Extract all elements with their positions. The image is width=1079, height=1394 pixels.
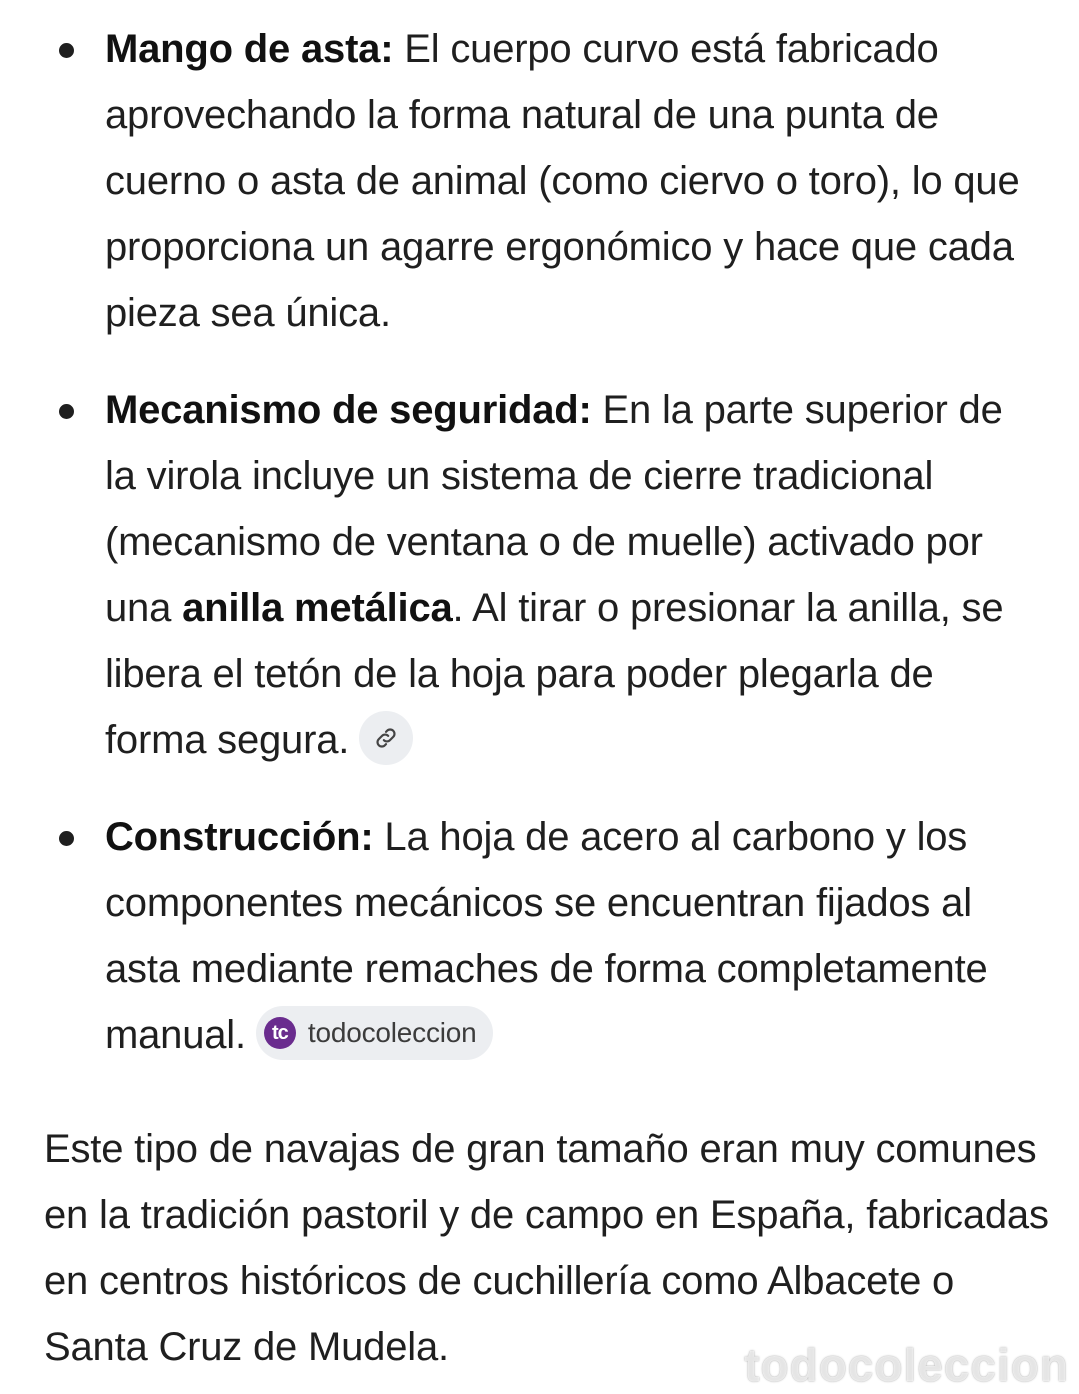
summary-paragraph: Este tipo de navajas de gran tamaño eran muy comunes en la tradición pastoril y de campo en España, fabricadas en centros históricos de cuchillería como Albacete o Santa Cruz de Mudela. <box>44 1127 1049 1369</box>
item-label: Mecanismo de seguridad: <box>105 388 592 432</box>
source-chip-todocoleccion[interactable] <box>256 1006 493 1060</box>
item-text-after: . Al tirar o presionar la anilla, se libera el tetón de la hoja para poder plegarla de forma segura. <box>105 586 1004 762</box>
list-item-mecanismo <box>0 377 1079 773</box>
item-label: Construcción: <box>105 815 374 859</box>
item-label: Mango de asta: <box>105 27 394 71</box>
link-icon <box>373 725 399 751</box>
item-text: El cuerpo curvo está fabricado aprovechando la forma natural de una punta de cuerno o asta de animal (como ciervo o toro), lo que proporciona un agarre ergonómico y hace que cada pieza sea única. <box>105 27 1020 335</box>
source-name: todocoleccion <box>307 1017 477 1049</box>
feature-list <box>0 16 1079 1068</box>
list-item-mango <box>0 16 1079 346</box>
item-text: La hoja de acero al carbono y los componentes mecánicos se encuentran fijados al asta mediante remaches de forma completamente manual. <box>105 815 988 1057</box>
list-item-construccion <box>0 804 1079 1068</box>
watermark: todocoleccion <box>744 1339 1069 1391</box>
source-link-button[interactable] <box>359 711 413 765</box>
item-text-before: En la parte superior de la virola incluye un sistema de cierre tradicional (mecanismo de ventana o de muelle) activado por una <box>105 388 1003 630</box>
bullet-dot <box>59 831 74 846</box>
bullet-dot <box>59 43 74 58</box>
bullet-dot <box>59 404 74 419</box>
todocoleccion-logo-icon: tc <box>264 1017 296 1049</box>
item-bold-inline: anilla metálica <box>182 586 453 630</box>
